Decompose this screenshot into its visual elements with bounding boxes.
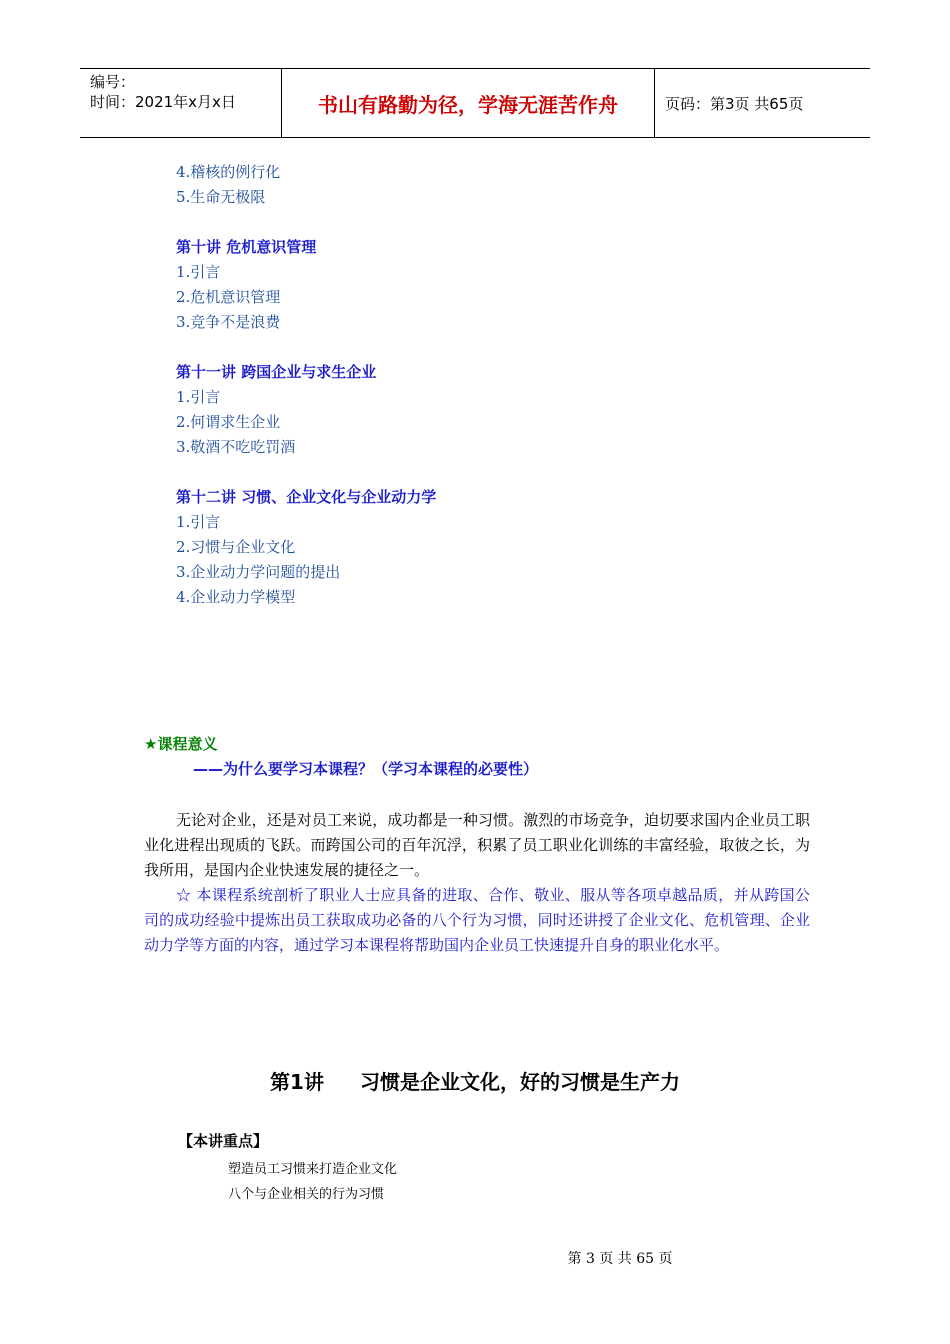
toc-item: 1.引言 [176,388,221,406]
toc-item: 4.稽核的例行化 [176,163,281,181]
lecture-heading: 第十讲 危机意识管理 [176,238,317,256]
table-of-contents [176,160,436,610]
lecture-heading: 第十一讲 跨国企业与求生企业 [176,363,377,381]
toc-item: 4.企业动力学模型 [176,588,296,606]
focus-label: 【本讲重点】 [178,1132,269,1150]
lecture1-heading [0,1066,950,1095]
focus-item: 八个与企业相关的行为习惯 [228,1187,385,1202]
toc-item: 3.敬酒不吃吃罚酒 [176,438,296,456]
toc-item: 2.何谓求生企业 [176,413,281,431]
significance-subtitle: ——为什么要学习本课程？（学习本课程的必要性） [193,760,539,778]
significance-title: ★课程意义 [144,735,218,753]
header-page-info: 页码：第3页 共65页 [665,94,804,113]
page-footer: 第 3 页 共 65 页 [567,1251,673,1267]
header-motto: 书山有路勤为径，学海无涯苦作舟 [282,69,655,137]
header-meta [80,69,282,137]
toc-item: 1.引言 [176,263,221,281]
toc-item: 5.生命无极限 [176,188,266,206]
significance-paragraph: 无论对企业，还是对员工来说，成功都是一种习惯。激烈的市场竞争，迫切要求国内企业员工职业化进程出现质的飞跃。而跨国公司的百年沉浮，积累了员工职业化训练的丰富经验，取彼之长，为我所用，是国内企业快速发展的捷径之一。 [144,811,810,879]
lecture1-title: 习惯是企业文化，好的习惯是生产力 [359,1070,680,1094]
number-label: 编号： [90,73,136,91]
page-header [80,68,870,138]
significance-paragraph-highlight: ☆ 本课程系统剖析了职业人士应具备的进取、合作、敬业、服从等各项卓越品质，并从跨国公司的成功经验中提炼出员工获取成功必备的八个行为习惯，同时还讲授了企业文化、危机管理、企业动力学等方面的内容，通过学习本课程将帮助国内企业员工快速提升自身的职业化水平。 [144,886,810,954]
focus-list [228,1157,397,1207]
toc-item: 2.危机意识管理 [176,288,281,306]
toc-item: 2.习惯与企业文化 [176,538,296,556]
time-label: 时间：2021年x月x日 [90,93,236,111]
focus-item: 塑造员工习惯来打造企业文化 [228,1162,398,1177]
lecture1-number: 第1讲 [270,1070,324,1094]
lecture-heading: 第十二讲 习惯、企业文化与企业动力学 [176,488,437,506]
toc-item: 3.竞争不是浪费 [176,313,281,331]
toc-item: 3.企业动力学问题的提出 [176,563,341,581]
toc-item: 1.引言 [176,513,221,531]
